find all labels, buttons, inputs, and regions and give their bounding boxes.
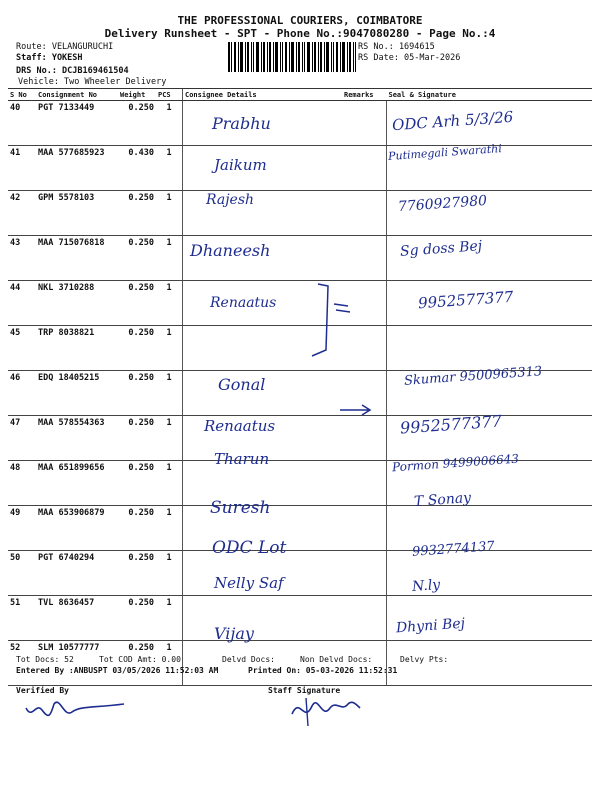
seal-signature-handwriting: 7760927980 <box>397 193 488 216</box>
row-consignment-no: MAA 715076818 <box>36 236 118 281</box>
row-pcs: 1 <box>156 506 183 551</box>
table-row <box>8 146 592 191</box>
row-sno: 49 <box>8 506 36 551</box>
row-sno: 41 <box>8 146 36 191</box>
col-header-consignee: Consignee Details <box>183 89 343 101</box>
seal-signature-handwriting: Pormon 9499006643 <box>391 451 520 475</box>
row-pcs: 1 <box>156 326 183 371</box>
table-row <box>8 461 592 506</box>
row-weight: 0.250 <box>118 371 156 416</box>
staff-signature-label: Staff Signature <box>268 686 341 695</box>
staff-signature <box>286 690 366 730</box>
row-remarks <box>342 551 387 596</box>
row-weight: 0.250 <box>118 596 156 641</box>
consignee-handwriting: Gonal <box>218 375 266 395</box>
seal-signature-handwriting: ODC Arh 5/3/26 <box>391 107 514 135</box>
verifier-signature <box>20 692 130 724</box>
row-remarks <box>342 506 387 551</box>
row-remarks <box>342 191 387 236</box>
row-pcs: 1 <box>156 371 183 416</box>
row-sno: 52 <box>8 641 36 686</box>
col-header-pcs: PCS <box>156 89 183 101</box>
table-row <box>8 596 592 641</box>
seal-signature-handwriting: Dhyni Bej <box>395 616 466 637</box>
runsheet-subtitle: Delivery Runsheet - SPT - Phone No.:9047080280 - Page No.:4 <box>104 27 496 40</box>
row-weight: 0.250 <box>118 326 156 371</box>
row-remarks <box>342 236 387 281</box>
consignee-handwriting: Tharun <box>214 449 270 468</box>
table-row <box>8 551 592 596</box>
col-header-consignment: Consignment No <box>36 89 118 101</box>
row-pcs: 1 <box>156 551 183 596</box>
row-weight: 0.250 <box>118 416 156 461</box>
table-row <box>8 236 592 281</box>
seal-signature-handwriting: 9952577377 <box>399 411 503 438</box>
row-weight: 0.250 <box>118 551 156 596</box>
entered-by: Entered By :ANBUSPT 03/05/2026 11:52:03 AM <box>16 666 219 675</box>
row-consignment-no: TRP 8038821 <box>36 326 118 371</box>
row-weight: 0.250 <box>118 191 156 236</box>
total-docs: Tot Docs: 52 <box>16 655 74 664</box>
row-consignment-no: NKL 3710288 <box>36 281 118 326</box>
row-weight: 0.430 <box>118 146 156 191</box>
row-sno: 44 <box>8 281 36 326</box>
table-header-row <box>8 89 592 101</box>
consignee-handwriting: Rajesh <box>206 192 255 209</box>
staff-label: Staff: YOKESH <box>16 53 83 63</box>
row-sno: 40 <box>8 101 36 146</box>
consignee-handwriting: Jaikum <box>214 156 267 175</box>
consignee-handwriting: Renaatus <box>210 294 277 311</box>
row-remarks <box>342 101 387 146</box>
row-weight: 0.250 <box>118 101 156 146</box>
row-seal-signature <box>387 326 593 371</box>
non-delivered-docs: Non Delvd Docs: <box>300 655 373 664</box>
row-consignment-no: MAA 651899656 <box>36 461 118 506</box>
row-weight: 0.250 <box>118 281 156 326</box>
row-consignment-no: SLM 10577777 <box>36 641 118 686</box>
row-weight: 0.250 <box>118 641 156 686</box>
row-sno: 46 <box>8 371 36 416</box>
consignee-handwriting: Suresh <box>210 497 271 518</box>
consignee-handwriting: ODC Lot <box>212 538 287 558</box>
row-remarks <box>342 461 387 506</box>
consignee-handwriting: Vijay <box>214 624 254 644</box>
seal-signature-handwriting: 9952577377 <box>417 287 514 313</box>
delivery-points: Delvy Pts: <box>400 655 449 664</box>
seal-signature-handwriting: N.ly <box>411 577 441 596</box>
consignee-handwriting: Prabhu <box>212 114 271 133</box>
drs-number: DRS No.: DCJB169461504 <box>16 66 129 76</box>
row-consignment-no: GPM 5578103 <box>36 191 118 236</box>
row-pcs: 1 <box>156 596 183 641</box>
seal-signature-handwriting: Skumar 9500965313 <box>403 364 543 389</box>
seal-signature-handwriting: Sg doss Bej <box>399 237 483 260</box>
row-sno: 48 <box>8 461 36 506</box>
row-sno: 42 <box>8 191 36 236</box>
row-pcs: 1 <box>156 101 183 146</box>
row-consignment-no: MAA 578554363 <box>36 416 118 461</box>
route-label: Route: VELANGURUCHI <box>16 42 114 52</box>
row-sno: 51 <box>8 596 36 641</box>
row-consignment-no: MAA 577685923 <box>36 146 118 191</box>
seal-signature-handwriting: T Sonay <box>413 489 472 510</box>
arrow-mark <box>338 402 378 418</box>
table-row <box>8 506 592 551</box>
row-consignment-no: PGT 6740294 <box>36 551 118 596</box>
row-pcs: 1 <box>156 461 183 506</box>
seal-signature-handwriting: Putimegali Swarathi <box>387 142 503 164</box>
consignee-handwriting: Nelly Saf <box>214 574 284 593</box>
table-body <box>8 101 592 686</box>
rs-number: RS No.: 1694615 <box>358 42 435 52</box>
row-pcs: 1 <box>156 281 183 326</box>
row-pcs: 1 <box>156 191 183 236</box>
bracket-mark <box>300 280 360 360</box>
table-row <box>8 191 592 236</box>
row-consignee-details <box>183 596 343 644</box>
row-sno: 50 <box>8 551 36 596</box>
consignee-handwriting: Renaatus <box>204 417 276 436</box>
row-consignment-no: TVL 8636457 <box>36 596 118 641</box>
col-header-seal: Seal & Signature <box>387 89 593 101</box>
delivery-table <box>8 88 592 686</box>
col-header-sno: S No <box>8 89 36 101</box>
col-header-remarks: Remarks <box>342 89 387 101</box>
verified-by-label: Verified By <box>16 686 69 695</box>
total-cod-amount: Tot COD Amt: 0.00 <box>99 655 181 664</box>
row-remarks <box>342 596 387 641</box>
row-pcs: 1 <box>156 416 183 461</box>
delivered-docs: Delvd Docs: <box>222 655 275 664</box>
seal-signature-handwriting: 9932774137 <box>411 539 496 560</box>
row-remarks <box>342 146 387 191</box>
row-weight: 0.250 <box>118 236 156 281</box>
barcode-image <box>228 42 356 72</box>
consignee-handwriting: Dhaneesh <box>190 240 271 260</box>
row-weight: 0.250 <box>118 506 156 551</box>
row-consignment-no: EDQ 18405215 <box>36 371 118 416</box>
row-weight: 0.250 <box>118 461 156 506</box>
row-remarks <box>342 416 387 461</box>
printed-on: Printed On: 05-03-2026 11:52:31 <box>248 666 398 675</box>
row-consignment-no: MAA 653906879 <box>36 506 118 551</box>
row-pcs: 1 <box>156 236 183 281</box>
row-sno: 47 <box>8 416 36 461</box>
row-sno: 43 <box>8 236 36 281</box>
col-header-weight: Weight <box>118 89 156 101</box>
row-consignment-no: PGT 7133449 <box>36 101 118 146</box>
row-pcs: 1 <box>156 146 183 191</box>
row-pcs: 1 <box>156 641 183 686</box>
vehicle-label: Vehicle: Two Wheeler Delivery <box>18 77 167 87</box>
company-title: THE PROFESSIONAL COURIERS, COIMBATORE <box>177 14 423 27</box>
row-sno: 45 <box>8 326 36 371</box>
rs-date: RS Date: 05-Mar-2026 <box>358 53 461 63</box>
